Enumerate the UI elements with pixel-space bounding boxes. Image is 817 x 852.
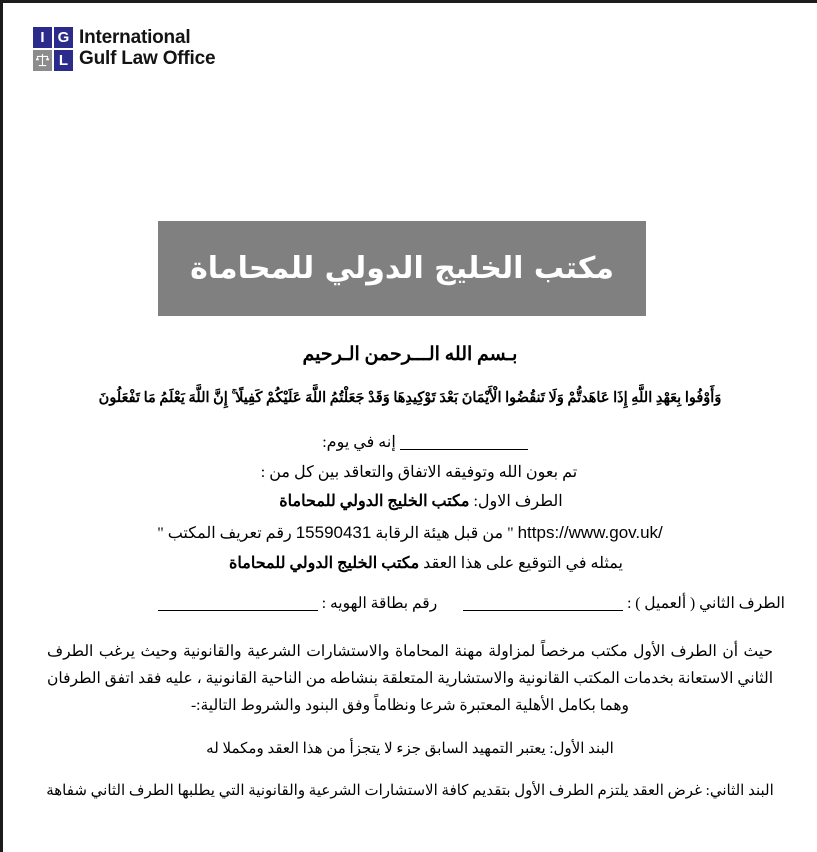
logo-letter-l-tile (54, 50, 73, 71)
logo-letter-l: L (58, 52, 69, 69)
intro-line: تم بعون الله وتوفيقه الاتفاق والتعاقد بين كل من : (260, 463, 578, 481)
logo-letter-i: I (40, 29, 45, 46)
registration-row (33, 517, 787, 549)
date-field-row (33, 428, 787, 458)
representative-prefix: يمثله في التوقيع على هذا العقد (423, 554, 623, 572)
second-party-row (33, 594, 787, 613)
basmala: بـسم الله الـــرحمن الـرحيم (302, 344, 518, 365)
representative-name: مكتب الخليج الدولي للمحاماة (229, 554, 420, 572)
first-party-row (33, 487, 787, 517)
second-party-field (463, 594, 785, 613)
clause-two: البند الثاني: غرض العقد يلتزم الطرف الأول بتقديم كافة الاستشارات الشرعية والقانونية التي يطلبها الطرف الثاني شفاهة (46, 782, 774, 799)
logo-wordmark-line-2: Gulf Law Office (79, 48, 216, 69)
letterhead (3, 27, 817, 97)
regulator-url[interactable]: https://www.gov.uk/ (517, 523, 663, 543)
logo-letter-i-tile (33, 27, 52, 48)
contract-body (3, 343, 817, 804)
preamble-paragraph: حيث أن الطرف الأول مكتب مرخصاً لمزاولة مهنة المحاماة والاستشارات الشرعية والقانونية وحيث يرغب الطرف الثاني الاستعانة بخدمات المكتب القانونية والاستشارية المتعلقة بنشاطه من الناحية القانونية ، عليه فقد اتفق الطرفان وهما بكامل الأهلية المعتبرة شرعا ونظاماً وفق البنود والشروط التالية:- (47, 643, 773, 714)
logo-letter-g-tile (54, 27, 73, 48)
logo-tile-grid (33, 27, 73, 71)
quran-verse: وَأَوْفُوا بِعَهْدِ اللَّهِ إِذَا عَاهَدتُّمْ وَلَا تَنقُضُوا الْأَيْمَانَ بَعْدَ تَوْكِيدِهَا وَقَدْ جَعَلْتُمُ اللَّهَ عَلَيْكُمْ كَفِيلًا ۚ إِنَّ اللَّهَ يَعْلَمُ مَا تَفْعَلُونَ (98, 390, 722, 406)
registration-middle: " من قبل هيئة الرقابة (375, 525, 514, 543)
registration-prefix: رقم تعريف المكتب " (157, 525, 292, 543)
first-party-name: مكتب الخليج الدولي للمحاماة (279, 493, 470, 511)
representative-row (33, 549, 787, 579)
company-logo (33, 27, 215, 71)
first-party-label: الطرف الاول: (473, 493, 563, 511)
registration-number: 15590431 (295, 523, 372, 543)
id-card-blank[interactable] (158, 610, 318, 611)
title-banner (158, 221, 646, 316)
company-title-arabic: مكتب الخليج الدولي للمحاماة (190, 251, 614, 286)
date-blank[interactable] (400, 449, 528, 450)
logo-wordmark-line-1: International (79, 27, 191, 49)
logo-wordmark (79, 28, 215, 69)
logo-letter-g: G (57, 29, 70, 46)
id-card-field (158, 594, 437, 613)
id-card-label: رقم بطاقة الهويه : (321, 595, 438, 613)
scales-of-justice-icon (33, 50, 52, 71)
clause-one: البند الأول: يعتبر التمهيد السابق جزء لا يتجزأ من هذا العقد ومكملا له (206, 741, 614, 758)
second-party-label: الطرف الثاني ( ألعميل ) : (627, 595, 785, 613)
date-label: إنه في يوم: (322, 434, 396, 452)
second-party-blank[interactable] (463, 610, 623, 611)
